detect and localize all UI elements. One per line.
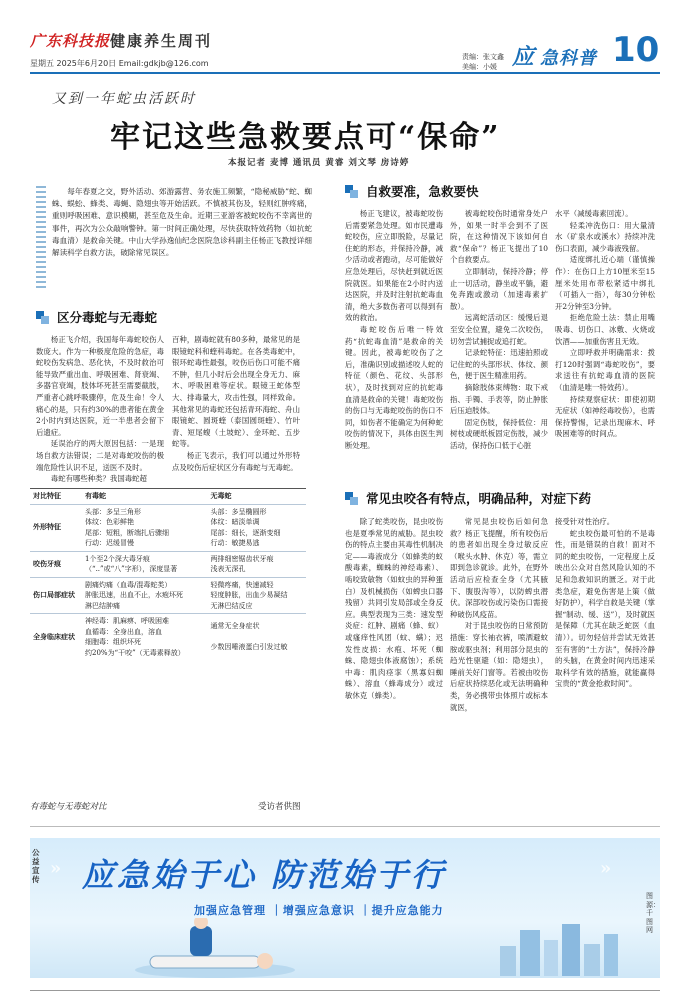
masthead xyxy=(0,0,681,80)
paragraph: 记录蛇特征：迅速拍照或记住蛇的头部形状、体纹、颜色，便于医生精准用药。 xyxy=(450,348,548,381)
page-footer-rule xyxy=(30,990,660,991)
page-number: 10 xyxy=(612,30,660,70)
section-name: 急科普 xyxy=(540,48,597,69)
lead-decoration xyxy=(36,186,46,291)
table-cell: 伤口局部症状 xyxy=(30,577,82,614)
table-cell: 咬伤牙痕 xyxy=(30,551,82,577)
table-cell: 全身临床症状 xyxy=(30,614,82,661)
paragraph: 固定伤肢，保持低位：用树枝或硬纸板固定伤肢，减少活动，保持伤口低于心脏 xyxy=(450,417,548,450)
headline: 牢记这些急救要点可“保命” xyxy=(110,120,501,155)
section3-column-3 xyxy=(555,516,655,690)
table-cell: 1个至2个深大毒牙痕 （“..”或“八”字形），深度显著 xyxy=(82,551,207,577)
section1-column-2 xyxy=(172,334,300,473)
paragraph: 适度绑扎近心端（谨慎操作）：在伤口上方10厘米至15厘米处用布带松紧适中绑扎（可插入一指），每30分钟松开2分钟至3分钟。 xyxy=(555,255,655,311)
paragraph: 摘除肢体束缚物：取下戒指、手镯、手表等，防止肿胀后压迫肢体。 xyxy=(450,382,548,416)
section-name-prefix: 应 xyxy=(512,44,535,70)
section-marker-icon xyxy=(345,185,358,198)
chevron-icon: » xyxy=(50,858,62,879)
rescuer-body xyxy=(190,926,212,956)
paragraph: 杨正飞表示，我们可以通过外形特点及咬伤后症状区分有毒蛇与无毒蛇。 xyxy=(172,450,300,472)
table-cell: 剧痛灼痛（血毒/混毒蛇类） 肿胀迅速，出血不止，水疱坏死 淋巴结肿痛 xyxy=(82,577,207,614)
city-skyline xyxy=(500,920,620,976)
paragraph: 毒蛇有哪些种类？我国毒蛇超 xyxy=(50,474,147,484)
banner-title: 应急始于心 防范始于行 xyxy=(82,856,447,894)
table-cell: 外形特征 xyxy=(30,504,82,551)
paragraph: 立即制动，保持冷静；停止一切活动，静坐或平躺，避免奔跑或激动（加速毒素扩散）。 xyxy=(450,266,548,311)
section2-column-1 xyxy=(345,208,443,451)
divider xyxy=(30,826,660,827)
date-line: 星期五 2025年6月20日 Email:gdkjb@126.com xyxy=(30,59,209,68)
table-cell: 头部：多呈三角形 体纹：色彩鲜艳 尾部：短粗，断端扎后骤细 行动：迟缓冒慢 xyxy=(82,504,207,551)
paragraph: 常见昆虫咬伤后如何急救？杨正飞提醒，所有咬伤后的患者如出现全身过敏反应（喉头水肿、休克）等，需立即到急诊就诊。此外，在野外活动后应检查全身（尤其腋下、腹股沟等），以防蜱虫潜伏。深部咬伤或污染伤口需接种破伤风疫苗。 xyxy=(450,517,548,619)
editor: 责编：张文鑫 xyxy=(462,53,504,61)
table-header-cell: 无毒蛇 xyxy=(207,489,306,505)
lying-person xyxy=(150,956,260,968)
banner-side-label: 公益宣传 xyxy=(32,848,40,884)
table-cell: 轻微疼痛，快速减轻 轻度肿胀，出血少易凝结 无淋巴结反应 xyxy=(207,577,306,614)
section1-title: 区分毒蛇与无毒蛇 xyxy=(57,310,158,325)
paragraph: 百种，剧毒蛇就有80多种，最常见的是眼镜蛇科和蝰科毒蛇。在各类毒蛇中，银环蛇毒性最强，咬伤后伤口可能不痛不肿，但几小时后会出现全身无力、麻木、呼吸困难等症状。眼镜王蛇体型大、排毒量大，攻击性强，同样致命。其他常见的毒蛇还包括青环海蛇、舟山眼镜蛇、圆斑蝰（泰国圆斑蝰）、竹叶青、短尾蝮（土坡蛇）、金环蛇、五步蛇等。 xyxy=(172,335,300,449)
cpr-illustration xyxy=(130,918,300,978)
masthead-rule xyxy=(30,72,660,74)
byline: 本报记者 麦博 通讯员 黄睿 刘文琴 房诗婷 xyxy=(228,158,410,168)
table-row xyxy=(30,577,306,614)
paragraph: 持续观察症状：即使初期无症状（如神经毒咬伤），也需保持警惕，记录出现麻木、呼吸困难等的时间点。 xyxy=(555,394,655,439)
table-cell: 神经毒：肌麻痹、呼吸困难 血循毒：全身出血，溶血 细胞毒：组织坏死 约20%为“干咬”（无毒素释放） xyxy=(82,614,207,661)
section1-column-1 xyxy=(36,334,164,485)
comparison-table xyxy=(30,488,306,660)
kicker: 又到一年蛇虫活跃时 xyxy=(52,91,196,107)
comparison-table-wrap xyxy=(30,488,306,660)
paragraph: 杨正飞介绍，我国每年毒蛇咬伤人数庞大。作为一种极度危险的急症，毒蛇咬伤发病急、恶化快，不及时救治可能导致严重出血、呼吸困难、肾衰竭、多器官衰竭，肢体坏死甚至需要截肢，严重者心跳呼吸骤停，危及生命！令人痛心的是，只有约30%的患者能在黄金2小时内到达医院，近一半患者会留下后遗症。 xyxy=(36,335,164,437)
table-header-cell: 有毒蛇 xyxy=(82,489,207,505)
lead-paragraph: 每年春夏之交，野外活动、郊游露营、务农施工频繁，“隐秘威胁”蛇、蜘蛛、蜈蚣、蜂类、毒蝇、隐翅虫等开始活跃。不慎被其伤及，轻则红肿疼痛，重则呼吸困难、意识模糊，甚至危及生命。近期三亚游客被蛇咬伤不幸离世的事件，再次为公众敲响警钟。第一时间正确处理，尽快获取特效药物（如抗蛇毒血清）是救命关键。中山大学孙逸仙纪念医院急诊科副主任杨正飞教授详细解读科学自救方法，破除常见误区。 xyxy=(52,187,312,258)
paragraph: 远离蛇活动区：缓慢后退至安全位置，避免二次咬伤，切勿尝试捕捉或追打蛇。 xyxy=(450,313,548,346)
table-credit: 受访者供图 xyxy=(258,802,301,812)
section3-column-2 xyxy=(450,516,548,713)
paragraph: 延误治疗的两大原因包括：一是现场自救方法错误；二是对毒蛇咬伤的极端危险性认识不足，送医不及时。 xyxy=(36,439,164,472)
section-marker-icon xyxy=(345,492,358,505)
table-cell: 通常无全身症状 少数因唾液蛋白引发过敏 xyxy=(207,614,306,661)
paragraph: 立即呼救并明确需求：拨打120时强调“毒蛇咬伤”，要求送往有抗蛇毒血清的医院（血清是唯一特效药）。 xyxy=(555,348,655,392)
paragraph: 拒绝危险土法：禁止用嘴吸毒、切伤口、冰敷、火烧或饮酒——加重伤害且无效。 xyxy=(555,313,655,346)
paper-logo: 广东科技报 xyxy=(30,32,111,50)
table-header-cell: 对比特征 xyxy=(30,489,82,505)
table-row xyxy=(30,504,306,551)
paragraph: 毒蛇咬伤后唯一特效药“抗蛇毒血清”是救命的关键。因此，被毒蛇咬伤了之后，准确识别或描述咬人蛇的特征（颜色、花纹、头部形状），及时找到对应的抗蛇毒血清是救命的关键！毒蛇咬伤的伤口与无毒蛇咬伤的伤口不同，如伤者不能确定为何种蛇咬伤的情况下，具体由医生判断处理。 xyxy=(345,324,443,450)
section1-heading xyxy=(36,308,157,326)
table-row xyxy=(30,614,306,661)
paragraph: 轻柔冲洗伤口：用大量清水（矿泉水或溪水）持续冲洗伤口表面，减少毒液残留。 xyxy=(555,220,655,253)
table-caption: 有毒蛇与无毒蛇对比 xyxy=(30,802,107,812)
section2-heading xyxy=(345,182,479,200)
lying-person-head xyxy=(257,953,273,969)
table-cell: 头部：多呈椭圆形 体纹：暗淡单调 尾部：细长，逐渐变细 行动：敏捷易逃 xyxy=(207,504,306,551)
section2-column-3 xyxy=(555,208,655,440)
editor-credits xyxy=(462,52,504,72)
banner-image-credit: 图源：千图网 xyxy=(646,892,660,934)
section-marker-icon xyxy=(36,311,49,324)
paragraph: 对于昆虫咬伤的日常预防措施：穿长袖衣裤，喷洒避蚊胺或驱虫剂；利用部分昆虫的趋光性驱避（如：隐翅虫），睡前关好门窗等。若被由咬伤后症状持续恶化或无法明确种类，务必携带虫体照片或标本就医， xyxy=(450,621,548,712)
designer: 美编：小媛 xyxy=(462,63,497,71)
section2-column-2 xyxy=(450,208,548,451)
paragraph: 被毒蛇咬伤时通常身处户外，如果一时半会到不了医院，在这种情况下该如何自救“保命”？杨正飞提出了10个自救要点。 xyxy=(450,209,548,265)
section3-column-1 xyxy=(345,516,443,702)
section3-title: 常见虫咬各有特点，明确品种，对症下药 xyxy=(366,491,592,506)
public-service-banner xyxy=(30,838,660,978)
chevron-icon: » xyxy=(600,858,612,879)
paragraph: 杨正飞建议，被毒蛇咬伤后需要紧急处理。如市民遭毒蛇咬伤，应立即脱险，尽量记住蛇的形态，并保持冷静，减少活动或者跑动，尽可能做好应急处理后，尽快赶到就近医院就医。如果能在2小时内送达医院，并及时注射抗蛇毒血清，绝大多数伤者可以得到有效的救治。 xyxy=(345,209,443,323)
table-cell: 两排细密锯齿状牙痕 浅表无深孔 xyxy=(207,551,306,577)
paragraph: 除了蛇类咬伤，昆虫咬伤也是夏季常见的威胁。昆虫咬伤的特点主要由其毒性机制决定——毒液成分（如蜂类的蚁酸毒素，蜘蛛的神经毒素）、啮咬致敏物（如蚊虫的异种蛋白）及机械损伤（如蜱虫口器残留）共同引发局部或全身反应。典型表现为三类：速发型炎症：红肿、剧痛（蜂、蚁）或瘙痒性风团（蚊、螨）；迟发性皮损：水疱、坏死（蜘蛛、隐翅虫体液腐蚀）；系统中毒：肌肉痉挛（黑寡妇蜘蛛）、溶血（蜂毒成分）或过敏休克（蜂类）。 xyxy=(345,517,443,700)
table-row xyxy=(30,551,306,577)
paragraph: 接受针对性治疗。 xyxy=(555,517,615,526)
section3-heading xyxy=(345,489,591,507)
paragraph: 蛇虫咬伤最可怕的不是毒性，而是错误的自救！面对不同的蛇虫咬伤，一定程度上反映出公众对自然风险认知的不足和急救知识的匮乏。对于此类急症，避免伤害是上策（做好防护），科学自救是关键（掌握“制动、缓、送”），及时就医是保障（尤其在缺乏蛇医（血清））。切勿轻信并尝试无效甚至有害的“土方法”，保持冷静的头脑，在黄金时间内迅速采取科学有效的措施，就能赢得宝贵的“黄金抢救时间”。 xyxy=(555,528,655,689)
table-header-row xyxy=(30,489,306,505)
paragraph: 水平（减缓毒素回流）。 xyxy=(555,209,633,218)
banner-slogan: 加强应急管理 ｜增强应急意识 ｜提升应急能力 xyxy=(194,904,444,917)
column-name: 健康养生周刊 xyxy=(110,32,213,50)
section2-title: 自救要准，急救要快 xyxy=(366,184,479,199)
